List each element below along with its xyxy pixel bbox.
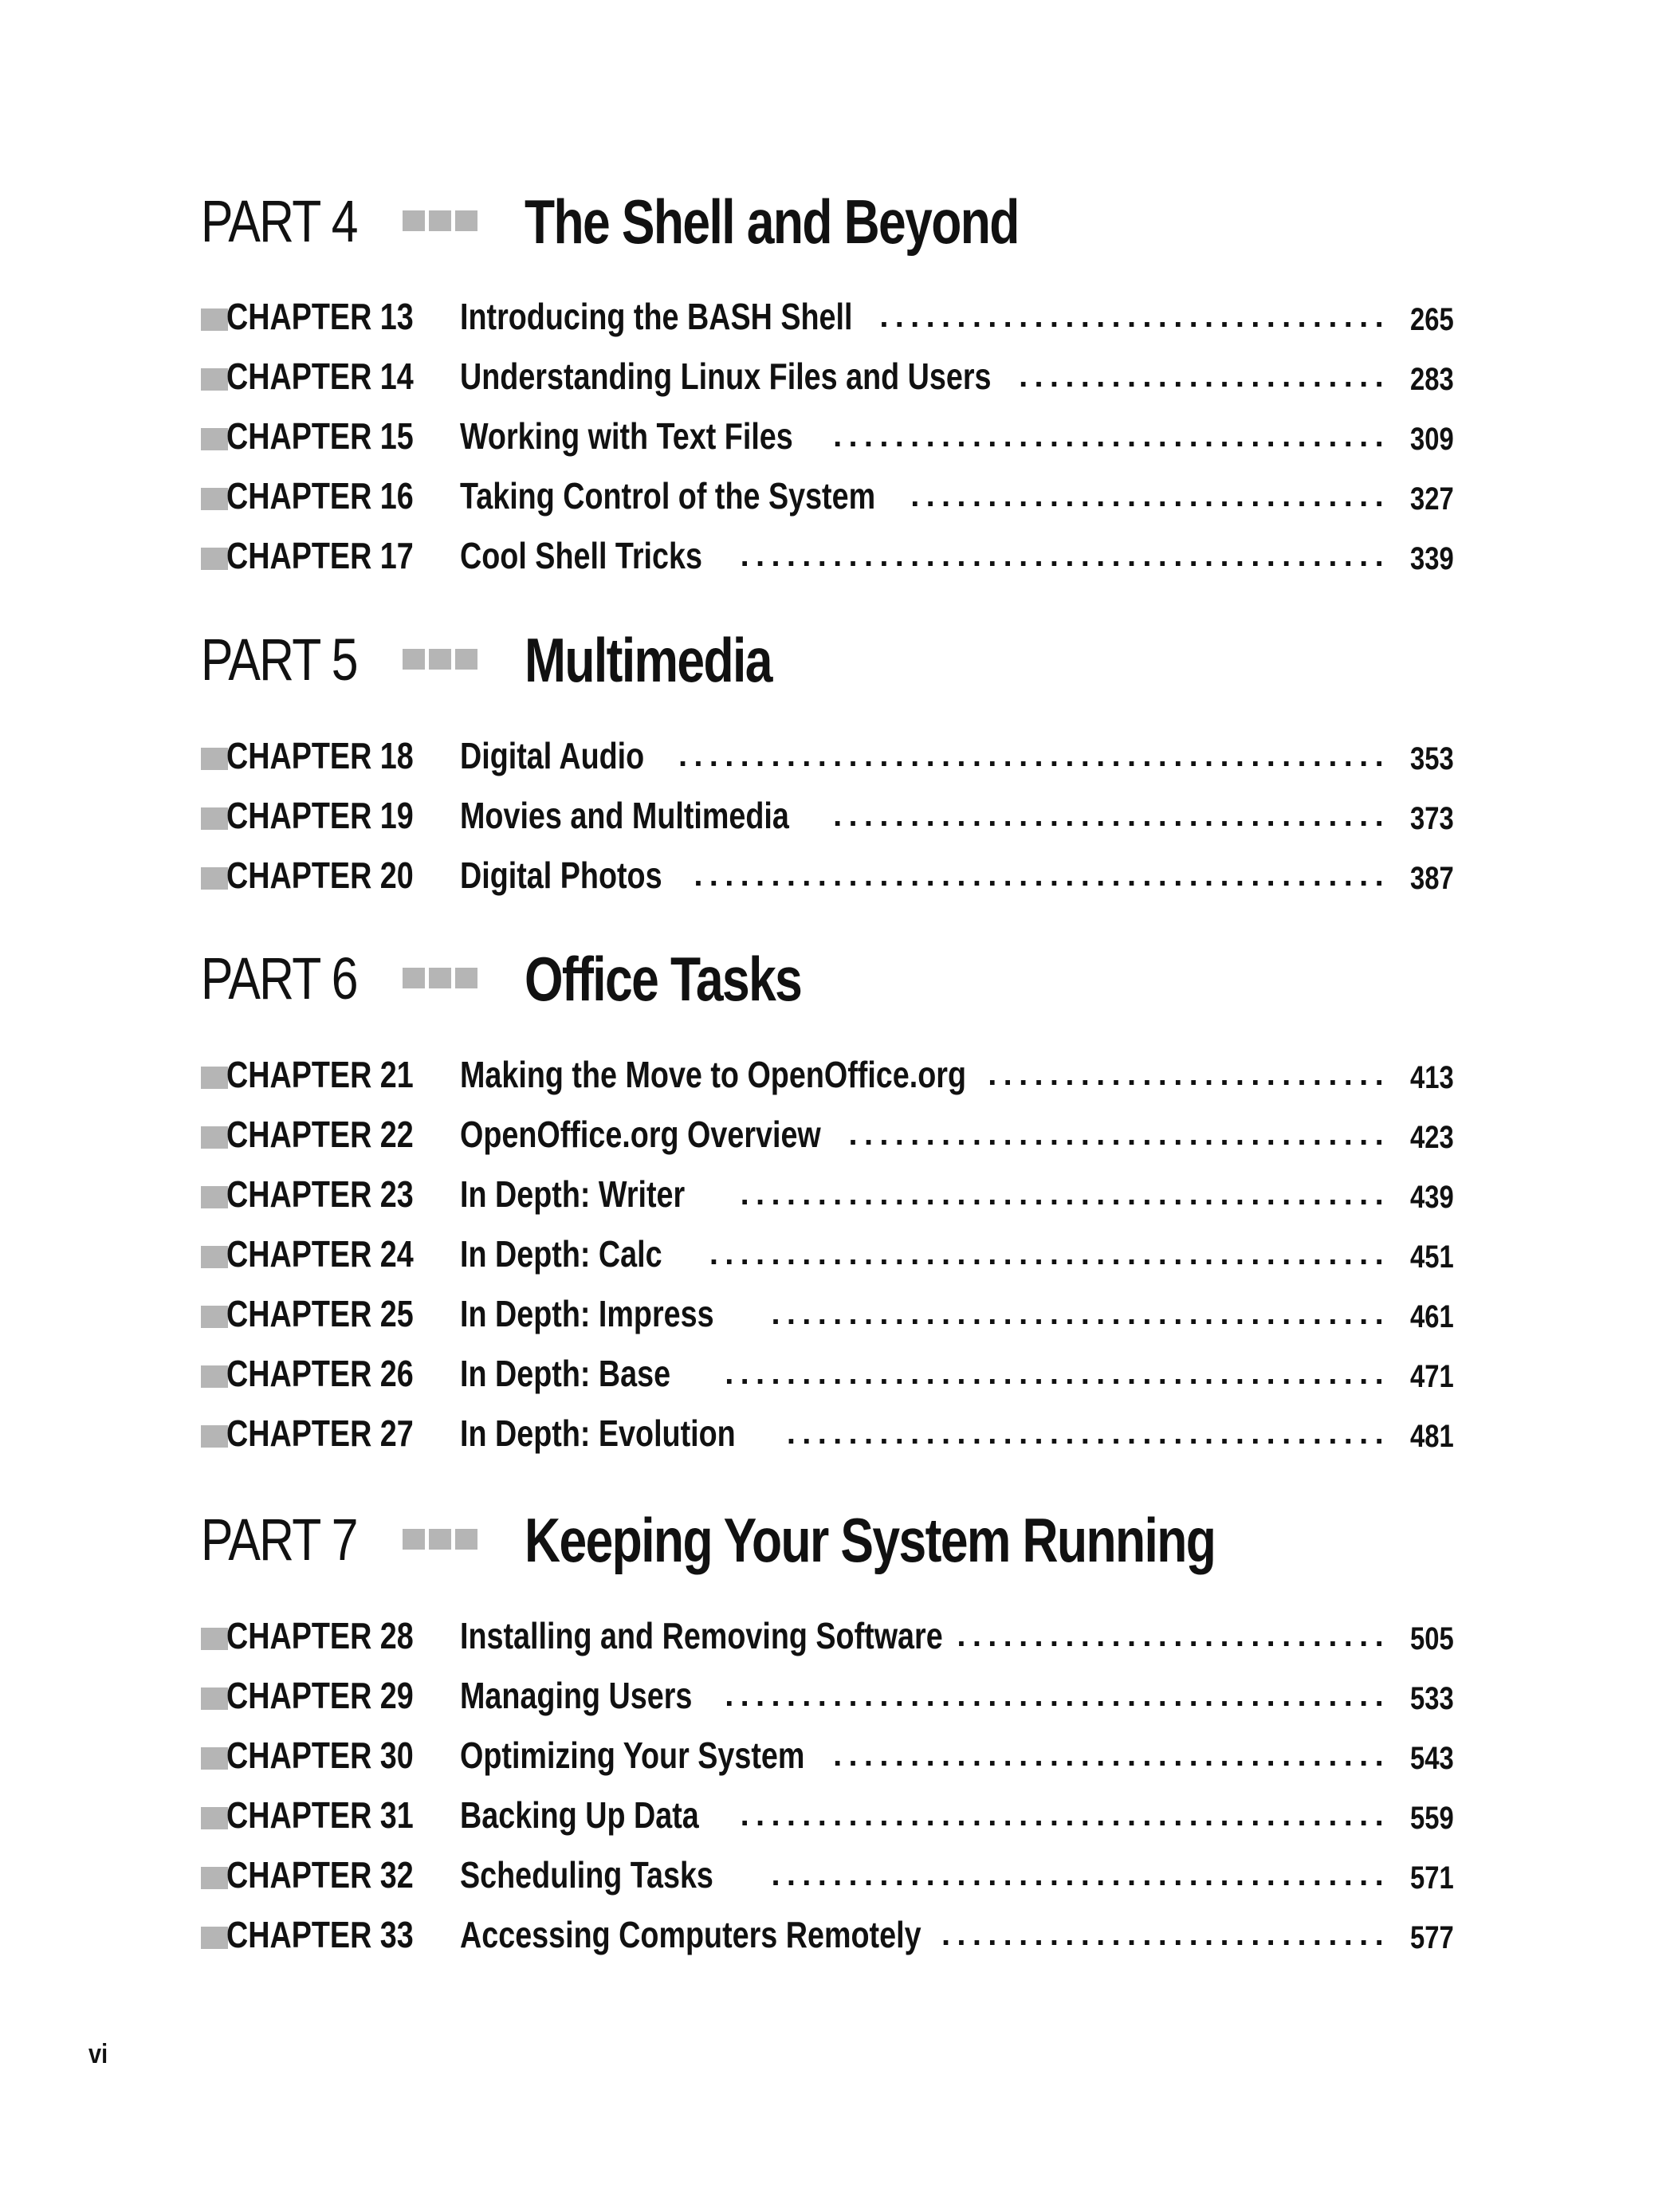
chapter-label: CHAPTER 23 [226,1173,414,1215]
part-label: PART 6 [201,945,357,1012]
chapter-label: CHAPTER 32 [226,1854,414,1896]
chapter-page: 505 [1410,1621,1454,1656]
toc-entry[interactable] [201,1731,1454,1779]
chapter-title: Movies and Multimedia [460,795,789,836]
chapter-label: CHAPTER 16 [226,475,414,517]
chapter-marker [201,1246,228,1268]
chapter-title: In Depth: Impress [460,1293,714,1334]
part-header [201,182,1476,261]
part-header [201,939,1476,1019]
dot-leader: .......................................... [740,538,1390,573]
chapter-marker [201,1365,228,1388]
chapter-marker [201,1867,228,1889]
chapter-page: 571 [1410,1860,1454,1896]
dot-leader: ........................................... [725,1678,1390,1713]
chapter-label: CHAPTER 24 [226,1233,414,1275]
dot-leader: ........................ [1019,359,1390,394]
part-title: Office Tasks [525,944,802,1014]
chapter-marker [201,1927,228,1949]
chapter-marker [201,867,228,890]
dot-leader: .................................... [833,418,1390,454]
toc-entry[interactable] [201,1911,1454,1959]
chapter-marker [201,1306,228,1328]
toc-entry[interactable] [201,1230,1454,1278]
chapter-page: 471 [1410,1359,1454,1394]
toc-entry[interactable] [201,1851,1454,1899]
chapter-label: CHAPTER 26 [226,1353,414,1394]
toc-entry[interactable] [201,532,1454,580]
dot-leader: ............................................ [709,1236,1390,1271]
toc-entry[interactable] [201,1051,1454,1098]
chapter-marker [201,308,228,331]
part-header [201,620,1476,700]
chapter-label: CHAPTER 28 [226,1615,414,1656]
toc-entry[interactable] [201,293,1454,340]
chapter-title: Digital Audio [460,735,645,776]
chapter-label: CHAPTER 27 [226,1412,414,1454]
dot-leader: .......................................... [740,1177,1390,1212]
chapter-label: CHAPTER 33 [226,1914,414,1955]
dot-leader: ........................................ [771,1296,1390,1331]
chapter-title: Optimizing Your System [460,1735,805,1776]
part-marker [403,968,498,988]
chapter-page: 373 [1410,801,1454,836]
toc-entry[interactable] [201,352,1454,400]
toc-entry[interactable] [201,412,1454,460]
dot-leader: ........................................... [725,1356,1390,1391]
part-header [201,1500,1476,1580]
chapter-label: CHAPTER 18 [226,735,414,776]
chapter-marker [201,748,228,770]
chapter-title: In Depth: Writer [460,1173,686,1215]
chapter-label: CHAPTER 29 [226,1675,414,1716]
toc-entry[interactable] [201,1612,1454,1660]
chapter-page: 451 [1410,1240,1454,1275]
dot-leader: ............................. [941,1917,1390,1952]
chapter-label: CHAPTER 20 [226,855,414,896]
chapter-page: 339 [1410,541,1454,576]
chapter-label: CHAPTER 30 [226,1735,414,1776]
part-title: Multimedia [525,625,772,695]
toc-entry[interactable] [201,1791,1454,1839]
chapter-marker [201,1687,228,1710]
chapter-label: CHAPTER 17 [226,535,414,576]
chapter-title: Accessing Computers Remotely [460,1914,921,1955]
chapter-marker [201,1126,228,1149]
chapter-page: 461 [1410,1299,1454,1334]
toc-entry[interactable] [201,1672,1454,1719]
dot-leader: ............................ [957,1618,1390,1653]
dot-leader: .......................... [988,1057,1390,1092]
dot-leader: .......................................... [740,1797,1390,1833]
chapter-title: Backing Up Data [460,1794,699,1836]
toc-entry[interactable] [201,851,1454,899]
toc-entry[interactable] [201,472,1454,520]
part-title: The Shell and Beyond [525,187,1019,257]
part-marker [403,649,498,670]
chapter-page: 577 [1410,1920,1454,1955]
part-label: PART 7 [201,1507,357,1573]
chapter-page: 309 [1410,422,1454,457]
toc-entry[interactable] [201,1290,1454,1338]
chapter-title: OpenOffice.org Overview [460,1114,821,1155]
chapter-marker [201,1067,228,1089]
dot-leader: ............................... [910,478,1390,513]
dot-leader: ................................. [879,299,1390,334]
chapter-label: CHAPTER 31 [226,1794,414,1836]
chapter-page: 439 [1410,1180,1454,1215]
chapter-marker [201,1186,228,1208]
chapter-label: CHAPTER 15 [226,415,414,457]
chapter-title: Scheduling Tasks [460,1854,713,1896]
chapter-page: 423 [1410,1120,1454,1155]
chapter-marker [201,1747,228,1770]
chapter-label: CHAPTER 19 [226,795,414,836]
chapter-label: CHAPTER 25 [226,1293,414,1334]
chapter-marker [201,1807,228,1829]
chapter-marker [201,368,228,391]
toc-entry[interactable] [201,1350,1454,1397]
chapter-title: Taking Control of the System [460,475,876,517]
part-marker [403,1529,498,1550]
chapter-marker [201,488,228,510]
part-label: PART 5 [201,627,357,693]
dot-leader: .................................... [833,798,1390,833]
chapter-title: Managing Users [460,1675,693,1716]
chapter-title: Installing and Removing Software [460,1615,943,1656]
toc-entry[interactable] [201,1170,1454,1218]
chapter-page: 481 [1410,1419,1454,1454]
chapter-page: 265 [1410,302,1454,337]
chapter-label: CHAPTER 13 [226,296,414,337]
toc-entry[interactable] [201,732,1454,780]
dot-leader: ....................................... [786,1416,1390,1451]
dot-leader: .................................... [833,1738,1390,1773]
chapter-marker [201,548,228,570]
chapter-marker [201,1425,228,1448]
chapter-page: 327 [1410,481,1454,517]
chapter-title: In Depth: Calc [460,1233,662,1275]
chapter-page: 533 [1410,1681,1454,1716]
chapter-title: Cool Shell Tricks [460,535,702,576]
chapter-title: Making the Move to OpenOffice.org [460,1054,967,1095]
toc-entry[interactable] [201,792,1454,839]
chapter-page: 543 [1410,1741,1454,1776]
toc-entry[interactable] [201,1110,1454,1158]
chapter-label: CHAPTER 14 [226,356,414,397]
chapter-label: CHAPTER 21 [226,1054,414,1095]
chapter-marker [201,428,228,450]
chapter-title: Digital Photos [460,855,662,896]
part-title: Keeping Your System Running [525,1505,1216,1575]
toc-entry[interactable] [201,1409,1454,1457]
chapter-title: In Depth: Base [460,1353,671,1394]
chapter-label: CHAPTER 22 [226,1114,414,1155]
chapter-page: 283 [1410,362,1454,397]
chapter-marker [201,1628,228,1650]
part-label: PART 4 [201,188,357,254]
chapter-page: 353 [1410,741,1454,776]
chapter-title: Working with Text Files [460,415,793,457]
chapter-marker [201,807,228,830]
dot-leader: .............................................. [678,738,1390,773]
chapter-title: Introducing the BASH Shell [460,296,853,337]
dot-leader: ........................................ [771,1857,1390,1892]
chapter-page: 413 [1410,1060,1454,1095]
chapter-title: In Depth: Evolution [460,1412,736,1454]
page-folio: vi [88,2039,108,2069]
dot-leader: ............................................. [694,858,1390,893]
part-marker [403,210,498,231]
dot-leader: ................................... [848,1117,1390,1152]
chapter-page: 387 [1410,861,1454,896]
chapter-title: Understanding Linux Files and Users [460,356,992,397]
chapter-page: 559 [1410,1801,1454,1836]
